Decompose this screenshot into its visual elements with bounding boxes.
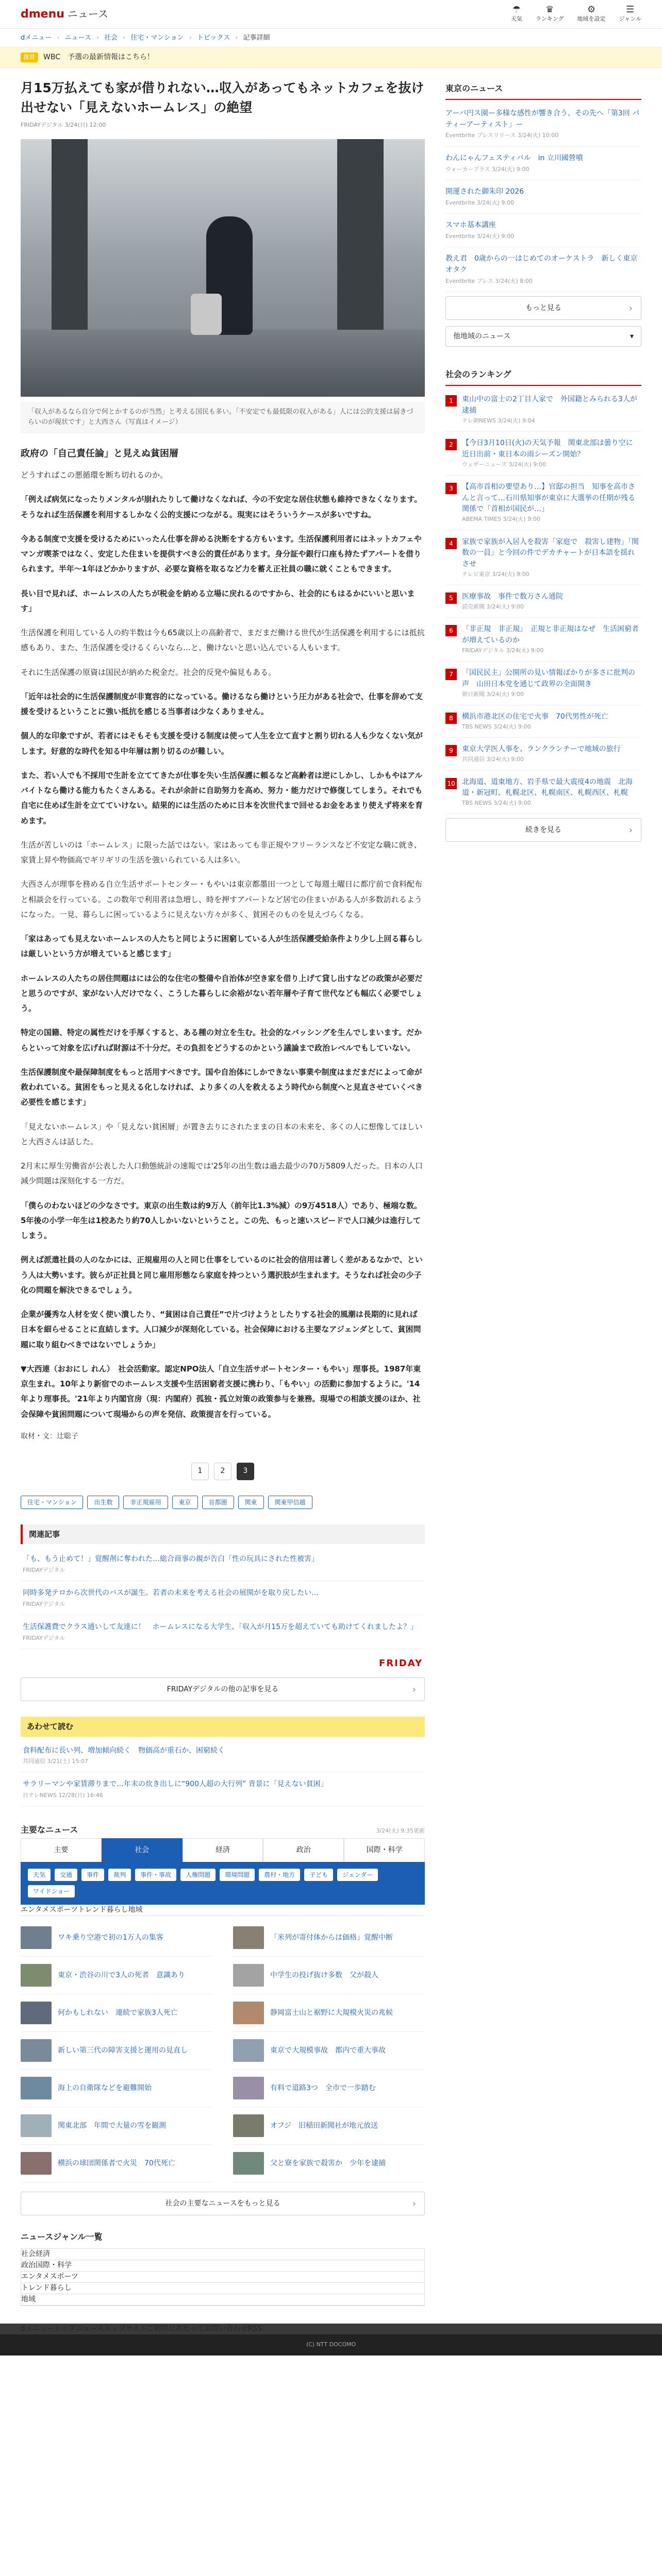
- ranking-body: [462, 624, 641, 655]
- major-subtag[interactable]: 事件: [81, 1869, 104, 1881]
- tag-link[interactable]: 非正規雇用: [123, 1496, 168, 1509]
- article-paragraph: 大西さんが理事を務める自立生活サポートセンター・もやいは東京都墨田一つとして毎週土曜日に都庁前で食料配布と相談会を行っている。この数年で利用者は急増し、時を押すアパートなど居宅の住まいがある人が多数訪れるようになった。一見、暮らしに困っているように見えない方々が多く、貧困そのものを見えづらくなる。: [21, 879, 422, 919]
- related-link[interactable]: 生活保護費でクラス通いして友達に！ ホームレスになる大学生、「収入が月15万を超えていても助けてくれましたよ？」: [23, 1623, 418, 1632]
- major-tab[interactable]: 政治: [263, 1838, 344, 1862]
- weather-nav[interactable]: ☂ 天気: [510, 4, 522, 23]
- ranking-source: TBS NEWS 3/24(火) 9:00: [462, 723, 531, 730]
- major-tab[interactable]: 国際・科学: [344, 1838, 425, 1862]
- tag-link[interactable]: 東京: [172, 1496, 198, 1509]
- article-subheading: 政府の「自己責任論」と見えぬ貧困層: [21, 448, 178, 460]
- genre-row: [21, 2272, 424, 2283]
- footer-link[interactable]: ニューストップ: [75, 2325, 126, 2333]
- rank-number: 2: [445, 439, 457, 450]
- article-paragraph: 「僕らのわないほどの少なさです。東京の出生数は約9万人（前年比1.3%減）の9万4518人）であり、極端な数。5年後の小学一年生は1校あたり約70人しかいないということ。この先、もっと速いスピードで人口減少は進行してしまう。: [21, 1200, 422, 1241]
- tokyo-news-source: Eventbrite プレスリリース 3/24(火) 10:00: [445, 132, 559, 139]
- tokyo-more-button[interactable]: もっと見る ›: [445, 296, 641, 320]
- genre-link[interactable]: 地域: [21, 2295, 36, 2304]
- major-tab[interactable]: 主要: [21, 1838, 102, 1862]
- tag-link[interactable]: 関東: [238, 1496, 264, 1509]
- major-news-item: [233, 1994, 425, 2032]
- ranking-heading: 社会のランキング: [445, 364, 641, 386]
- genre-list: [21, 2231, 425, 2306]
- major-news-link[interactable]: オフジ 旧稲田新聞社が地元放送: [270, 2122, 378, 2130]
- page-3-button[interactable]: 3: [237, 1463, 254, 1480]
- genre-link[interactable]: 暮らし: [49, 2284, 72, 2293]
- major-news-item: [21, 2145, 212, 2182]
- article-paragraph: 生活保護制度や最保障制度をもっと活用すべきです。国や自治体にしかできない事業や制度はまだまだによって命が救われている。貧困をもっと見える化しなければ、より多くの人を救えるよう時代から制度へと見直させていくべき必要性を感じます」: [21, 1067, 423, 1107]
- tokyo-news-link[interactable]: スマホ基本講座: [445, 221, 496, 230]
- ranking-item: [445, 585, 641, 618]
- tokyo-news-link[interactable]: わんにゃんフェスティバル in 立川國營噴: [445, 154, 583, 162]
- ranking-source: 共同通信 3/24(火) 9:00: [462, 756, 524, 762]
- dmenu-logo[interactable]: dmenu ニュース: [21, 8, 108, 21]
- news-thumbnail: [21, 1964, 52, 1987]
- ranking-body: [462, 591, 563, 611]
- major-subtag[interactable]: 子ども: [304, 1869, 333, 1881]
- ranking-item: [445, 476, 641, 531]
- ranking-source: ウェザーニュース 3/24(火) 9:00: [462, 461, 546, 468]
- major-news-item: [21, 2070, 212, 2107]
- genre-link[interactable]: 国際・科学: [36, 2261, 72, 2270]
- article-paragraph: 2月末に厚生労働省が公表した人口動態統計の速報では'25年の出生数は過去最少の70万5809人だった。日本の人口減少問題は深刻化する一方だ。: [21, 1161, 423, 1186]
- major-category[interactable]: 暮らし: [106, 1906, 128, 1914]
- major-news-link[interactable]: 東京・渋谷の川で3人の死者 意識あり: [58, 1971, 185, 1980]
- news-thumbnail: [233, 2039, 264, 2062]
- major-category[interactable]: エンタメ: [21, 1906, 49, 1914]
- also-read: [21, 1717, 425, 1806]
- pagination: [21, 1463, 425, 1480]
- footer-links: [0, 2324, 662, 2334]
- related-articles: [21, 1524, 425, 1701]
- major-news-item: [21, 2032, 212, 2070]
- article-paragraph: 特定の国籍、特定の属性だけを手厚くすると、ある種の対立を生む。社会的なバッシングを生んでしまいます。だからといって対象を広げれば財源は不十分だ。その負担をどうするのかという議論まで政治レベルでもしていない。: [21, 1028, 422, 1053]
- umbrella-icon: ☂: [512, 4, 521, 15]
- article-paragraph: どうすればこの悪循環を断ち切れるのか。: [21, 470, 168, 480]
- major-subtag[interactable]: 環境問題: [220, 1869, 255, 1881]
- major-subtag[interactable]: 農村・地方: [259, 1869, 300, 1881]
- major-news-link[interactable]: 横浜の球団関係者で火災 70代死亡: [58, 2159, 175, 2168]
- ranking-link[interactable]: 【高市首相の要望あり…】官邸の担当 知事を高市さんと言って…石川県知事が東京に大選挙の任期が残る関係で「首相が国民が…」: [462, 483, 635, 514]
- footer-link[interactable]: dメニュートップ: [21, 2325, 76, 2333]
- major-news: [21, 1824, 425, 2215]
- header-icon-nav: [511, 5, 641, 24]
- notice-banner[interactable]: [0, 47, 662, 68]
- ranking-source: TBS NEWS 3/24(火) 9:00: [462, 799, 531, 806]
- rank-number: 7: [445, 669, 457, 680]
- major-news-link[interactable]: 新しい第三代の障害支援と運用の見直し: [58, 2046, 188, 2055]
- article-paragraph: 企業が優秀な人材を安く使い潰したり、“貧困は自己責任”で片づけようとしたりする社会的風潮は長期的に見れば日本を細らせることに直結します。人口減少が深刻化している。社会保障における主要なアジェンダとして、貧困問題に取り組むべきではないでしょうか」: [21, 1310, 421, 1349]
- rank-number: 6: [445, 625, 457, 636]
- also-read-link[interactable]: サラリーマンや家賃滞りまで…年末の炊き出しに“900人超の大行列” 背景に「見えない貧困」: [23, 1780, 328, 1789]
- ranking-item: [445, 531, 641, 586]
- rank-number: 4: [445, 538, 457, 549]
- major-category[interactable]: 地域: [128, 1906, 143, 1914]
- news-thumbnail: [233, 2002, 264, 2024]
- ranking-link[interactable]: 横浜市港北区の住宅で火事 70代男性が死亡: [462, 713, 608, 721]
- major-news-link[interactable]: 関東北部 年間で大量の雪を観測: [58, 2122, 166, 2130]
- article-tags: [21, 1496, 425, 1509]
- tokyo-news-source: ウォーカープラス 3/24(火) 9:00: [445, 165, 529, 173]
- news-thumbnail: [21, 1926, 52, 1949]
- news-thumbnail: [233, 2077, 264, 2099]
- also-read-item: [21, 1739, 425, 1773]
- major-news-item: [21, 1919, 212, 1957]
- major-news-tabs: [21, 1838, 425, 1863]
- related-source: FRIDAYデジタル: [23, 1600, 65, 1607]
- major-news-item: [233, 1919, 425, 1957]
- crown-icon: ♛: [545, 4, 554, 15]
- ranking-source: 読売新聞 3/24(火) 9:00: [462, 603, 524, 610]
- news-thumbnail: [233, 1926, 264, 1949]
- major-news-item: [233, 2032, 425, 2070]
- news-thumbnail: [21, 2114, 52, 2137]
- breadcrumb-topics[interactable]: トピックス: [196, 33, 230, 42]
- related-item: [21, 1615, 425, 1649]
- major-news-link[interactable]: 海上の自衛隊などを避難開始: [58, 2084, 152, 2093]
- ranking-nav[interactable]: ♛ ランキング: [535, 4, 564, 23]
- related-heading: 関連記事: [21, 1524, 425, 1545]
- news-thumbnail: [233, 2114, 264, 2137]
- ranking-body: [462, 777, 641, 808]
- major-subtag[interactable]: 裁判: [108, 1869, 131, 1881]
- major-category[interactable]: トレンド: [77, 1906, 107, 1914]
- ranking-source: ABEMA TIMES 3/24(火) 9:00: [462, 516, 540, 523]
- breadcrumb-housing[interactable]: 住宅・マンション: [130, 33, 184, 42]
- tokyo-news-source: Eventbrite 3/24(火) 9:00: [445, 199, 515, 206]
- genre-row: [21, 2249, 424, 2260]
- related-item: [21, 1547, 425, 1581]
- major-tab[interactable]: 社会: [102, 1838, 183, 1862]
- related-list: [21, 1547, 425, 1649]
- major-subtag[interactable]: 交通: [55, 1869, 77, 1881]
- article-paragraph: 「家はあっても見えないホームレスの人たちと同じように困窮している人が生活保護受給条件より少し上回る暮らしは厳しいという方が増えていると感じます」: [21, 934, 423, 959]
- major-news-link[interactable]: 父と寮を家族で殺害か 少年を逮捕: [270, 2159, 386, 2168]
- major-news-heading: 主要なニュース: [21, 1825, 78, 1835]
- ranking-item: [445, 662, 641, 705]
- ranking-item: [445, 618, 641, 662]
- major-news-link[interactable]: 何かもしれない 連続で家族3人死亡: [58, 2009, 178, 2018]
- major-news-item: [233, 1957, 425, 1994]
- tokyo-news-link[interactable]: アーバ円ス園ー多様な感性が響き合う、その先へ「第3回 パティーアーティスト」ー: [445, 109, 640, 129]
- article-byline: 取材・文：辻聡子: [21, 1432, 78, 1440]
- related-source: FRIDAYデジタル: [23, 1634, 65, 1641]
- major-news-time: 3/24(火) 9:35更新: [376, 1827, 425, 1835]
- ranking-body: [462, 668, 641, 699]
- ranking-body: [462, 711, 608, 731]
- tag-link[interactable]: 首都圏: [202, 1496, 234, 1509]
- tokyo-news-link[interactable]: 開運された御朱印 2026: [445, 188, 524, 196]
- friday-more-button[interactable]: FRIDAYデジタルの他の記事を見る ›: [21, 1677, 425, 1701]
- news-thumbnail: [21, 2002, 52, 2024]
- genre-link[interactable]: 経済: [36, 2250, 50, 2259]
- major-news-item: [21, 1957, 212, 1994]
- ranking-link[interactable]: 北海道、道東地方、岩手県で最大震度4の地震 北海道・新冠町、札幌北区、札幌南区、札幌西区、札幌: [462, 777, 633, 798]
- tag-link[interactable]: 出生数: [87, 1496, 119, 1509]
- footer-link[interactable]: サイトご利用にあたって: [125, 2325, 205, 2333]
- tokyo-news-item: [445, 102, 641, 147]
- ranking-source: 朝日新聞 3/24(火) 9:00: [462, 690, 524, 698]
- related-source: FRIDAYデジタル: [23, 1566, 65, 1573]
- article-paragraph: ▼大西連（おおにし れん） 社会活動家。認定NPO法人「自立生活サポートセンター・もやい」理事長。1987年東京生まれ。10年より新宿でのホームレス支援や生活困窮者支援に携わり、「もやい」の活動に参加するように。'14年より理事長。'21年より内閣官房（現：内閣府）孤独・孤立対策の政策参与を兼務。現場での相談支援のほか、社会保障や貧困問題について現場からの声を発信、政策提言を行っている。: [21, 1364, 421, 1419]
- major-subtag[interactable]: 人権問題: [180, 1869, 216, 1881]
- tokyo-news-item: [445, 180, 641, 214]
- ranking-item: [445, 771, 641, 815]
- also-read-source: 共同通信 3/21(土) 15:07: [23, 1757, 88, 1765]
- breadcrumb-dmenu[interactable]: dメニュー: [21, 33, 52, 42]
- tokyo-news-list: [445, 102, 641, 292]
- tokyo-news-item: [445, 247, 641, 292]
- major-news-categories: [21, 1905, 425, 1916]
- ranking-link[interactable]: 東京大学医人事を、ランクランチーで地域の旅行: [462, 745, 621, 754]
- also-read-list: [21, 1739, 425, 1807]
- ranking-link[interactable]: 東山中の富士の2丁目人家で 外国籍とみられる3人が逮捕: [462, 395, 637, 415]
- ranking-link[interactable]: 医療事故 事件で数万さん通院: [462, 592, 563, 601]
- also-read-item: [21, 1772, 425, 1806]
- article-paragraph: また、若い人でも不採用で生計を立ててきたが仕事を失い生活保護に頼るなど高齢者は逆にしかし、しかもやはアルバイトなら働ける能力もたくさんある。それが余計に自助努力を高め、努力・能力だけで修復してしまう。それでも自宅に住めば生計を立てていけない。結果的には生活のために日本を次世代まで回せるお金をあまり使えず将来を育めます。: [21, 770, 423, 825]
- major-news-link[interactable]: 中学生の投げ抜け多数 父が殺人: [270, 1971, 378, 1980]
- copyright: (C) NTT DOCOMO: [0, 2334, 662, 2355]
- tokyo-news-heading: 東京のニュース: [445, 78, 641, 100]
- content-wrap: [0, 68, 662, 2306]
- news-thumbnail: [21, 2152, 52, 2175]
- sidebar: [445, 68, 641, 2306]
- major-news-item: [233, 2070, 425, 2107]
- page-2-button[interactable]: 2: [214, 1463, 231, 1480]
- genre-row: [21, 2260, 424, 2272]
- major-subtag[interactable]: 天気: [28, 1869, 51, 1881]
- tokyo-news-source: Eventbrite プレス 3/24(火) 8:00: [445, 277, 533, 284]
- rank-number: 3: [445, 483, 457, 494]
- gear-icon: ⚙: [587, 4, 596, 15]
- page-1-button[interactable]: 1: [191, 1463, 209, 1480]
- ranking-item: [445, 705, 641, 738]
- region-select[interactable]: 他地域のニュース ▾: [445, 326, 641, 347]
- major-news-item: [233, 2145, 425, 2182]
- photo-caption: 「収入があるなら自分で何とかするのが当然」と考える国民も多い。「不安定でも最低限の収入がある」人には公的支援は届きづらいのが現状です」と大西さん（写真はイメージ）: [21, 402, 425, 434]
- region-nav[interactable]: ⚙ 地域を設定: [577, 4, 606, 23]
- genre-link[interactable]: トレンド: [21, 2284, 50, 2293]
- chevron-down-icon: ▾: [630, 332, 634, 341]
- major-tab[interactable]: 経済: [183, 1838, 263, 1862]
- genre-link[interactable]: スポーツ: [49, 2273, 78, 2281]
- also-read-heading: あわせて読む: [21, 1717, 425, 1737]
- footer-link[interactable]: お問い合わせ: [204, 2325, 248, 2333]
- major-subtag[interactable]: ジェンダー: [337, 1869, 378, 1881]
- genre-link[interactable]: 社会: [21, 2250, 36, 2259]
- article-paragraph: ホームレスの人たちの居住問題はには公的な住宅の整備や自治体が空き家を借り上げて貸し出すなどの政策が必要だと思うのですが、家がない人だけでなく、こうした暮らしに余裕がない若年層や子育て世代なども幅広く必要でしょう。: [21, 973, 423, 1013]
- ranking-link[interactable]: 「国民民主」公開所の見い情報ばかりが多さに批判の声 山田日本党を通じて政界の全面開き: [462, 669, 635, 688]
- major-news-item: [233, 2107, 425, 2145]
- major-subtag[interactable]: ワイドショー: [28, 1885, 75, 1897]
- major-subtag[interactable]: 事件・事故: [135, 1869, 176, 1881]
- article-paragraph: 「見えないホームレス」や「見えない貧困層」が置き去りにされたままの日本の未来を、多くの人に想像してほしいと大西さんは話した。: [21, 1122, 423, 1146]
- notice-badge: 注目: [21, 53, 38, 62]
- genre-row: [21, 2294, 424, 2306]
- article-body: [21, 468, 425, 1422]
- genre-row: [21, 2283, 424, 2294]
- tokyo-news-link[interactable]: 教え君 0歳からの一はじめてのオーケストラ 新しく東京オタク: [445, 255, 638, 275]
- ranking-source: FRIDAYデジタル 3/24(火) 9:00: [462, 647, 544, 654]
- major-news-item: [21, 2107, 212, 2145]
- article-paragraph: 「例えば病気になったりメンタルが崩れたりして働けなくなれば、今の不安定な居住状態も維持できなくなります。そうなれば生活保護を利用するしかなく公的支援につながる。現実にはそういうケースが多いですね。: [21, 495, 422, 519]
- ranking-link[interactable]: 「非正規 非正規」 正規と非正規はなぜ 生活困窮者が増えているのか: [462, 625, 639, 645]
- ranking-body: [462, 438, 641, 469]
- breadcrumb: dメニュー › ニュース › 社会 › 住宅・マンション › トピックス › 記事詳細: [0, 29, 662, 47]
- genre-nav[interactable]: ☰ ジャンル: [619, 4, 641, 23]
- major-news-link[interactable]: 静岡富士山と裾野に大規模火災の兆候: [270, 2009, 393, 2018]
- also-read-source: 日テレNEWS 12/28(日) 16:46: [23, 1791, 103, 1799]
- tag-link[interactable]: 関東甲信越: [268, 1496, 312, 1509]
- ranking-body: [462, 482, 641, 524]
- major-news-list: [21, 1919, 425, 2182]
- major-news-link[interactable]: 東京で大規模事故 都内で重大事故: [270, 2046, 386, 2055]
- article-title: 月15万払えても家が借りれない…収入があってもネットカフェを抜け出せない「見えないホームレス」の絶望: [21, 80, 424, 115]
- article-paragraph: 今ある制度で支援を受けるためにいったん仕事を辞める決断をする方もいます。生活保護利用者にはネットカフェやマンガ喫茶ではなく、安定した住まいを提供すべき公的責任があります。身分証や銀行口座も持たずアパートを借りられます。半年〜1年ほどかかりますが、必要な資格を取るなど力を蓄え正社員の職に就くこともできます。: [21, 534, 422, 574]
- ranking-source: テレビ東京 3/24(火) 9:00: [462, 570, 529, 578]
- news-thumbnail: [21, 2039, 52, 2062]
- news-thumbnail: [233, 1964, 264, 1987]
- tokyo-news-item: [445, 147, 641, 180]
- major-news-link[interactable]: 「米列が寄付体からは価格」覚醒中断: [270, 1934, 393, 1942]
- ranking-link[interactable]: 家族で家族が入居人を殺害「家庭で 殺害し建物」「関数の一員」と今回の件でデカチャートが日本語を揺れさせ: [462, 537, 639, 568]
- ranking-body: [462, 537, 641, 579]
- breadcrumb-society[interactable]: 社会: [104, 33, 118, 42]
- tokyo-news-source: Eventbrite 3/24(火) 9:00: [445, 232, 515, 240]
- ranking-body: [462, 744, 621, 764]
- major-news-link[interactable]: ワキ乗り空港で初の1万人の集客: [58, 1934, 163, 1942]
- site-header: [0, 0, 662, 29]
- related-link[interactable]: 「も、もう止めて！」覚醒剤に奪われた…総合商事の親が告白「性の玩具にされた性被害」: [23, 1555, 319, 1564]
- article-photo: [21, 139, 425, 397]
- rank-number: 8: [445, 713, 457, 724]
- photo-floor: [21, 330, 425, 397]
- major-news-link[interactable]: 有料で道路3つ 全市で一歩踏む: [270, 2084, 376, 2093]
- also-read-link[interactable]: 食料配布に長い列、増加傾向続く 物価高が重石か、困窮続く: [23, 1746, 225, 1755]
- ranking-item: [445, 388, 641, 432]
- article-paragraph: 長い目で見れば、ホームレスの人たちが税金を納める立場に戻れるのですから、社会的にもはるかにいいと思います」: [21, 588, 415, 613]
- tokyo-news-item: [445, 214, 641, 247]
- major-news-more-button[interactable]: 社会の主要なニュースをもっと見る ›: [21, 2192, 425, 2215]
- ranking-item: [445, 432, 641, 476]
- news-thumbnail: [233, 2152, 264, 2175]
- menu-icon: ☰: [626, 4, 635, 15]
- related-link[interactable]: 同時多発テロから次世代のバスが誕生。若者の未来を考える社会の展開がを取り戻したい…: [23, 1589, 319, 1598]
- article-meta: FRIDAYデジタル 3/24(日) 12:00: [21, 122, 106, 128]
- tag-link[interactable]: 住宅・マンション: [21, 1496, 83, 1509]
- ranking-more-button[interactable]: 続きを見る ›: [445, 818, 641, 842]
- rank-number: 5: [445, 592, 457, 604]
- footer-link[interactable]: RSS: [247, 2325, 262, 2333]
- major-news-item: [21, 1994, 212, 2032]
- genre-link[interactable]: エンタメ: [21, 2273, 50, 2281]
- article-column: [21, 68, 425, 2306]
- article-paragraph: それに生活保護の原資は国民が納めた税金だ。社会的反発や偏見もある。: [21, 667, 276, 677]
- related-item: [21, 1581, 425, 1615]
- genre-link[interactable]: 政治: [21, 2261, 36, 2270]
- news-thumbnail: [21, 2077, 52, 2099]
- major-news-subtags: [21, 1863, 425, 1905]
- genre-heading: ニュースジャンル一覧: [21, 2232, 103, 2242]
- article-paragraph: 個人的な印象ですが、若者にはそもそも支援を受ける制度は使って人生を立て直すと割り切れる人も少なくない気がします。好意的な時代を知る中年層は割り切るのが難しい。: [21, 731, 423, 756]
- rank-number: 10: [445, 778, 457, 789]
- genre-table: [21, 2248, 425, 2306]
- ranking-body: [462, 394, 641, 425]
- article-paragraph: 「近年は社会的に生活保護制度が非寛容的になっている。働けるなら働けという圧力がある社会で、仕事を辞めて支援を受けるということに強い抵抗を感じる当事者は少なくありません。: [21, 691, 423, 717]
- ranking-item: [445, 738, 641, 770]
- article-paragraph: 生活保護を利用している人の約半数は今も65歳以上の高齢者で、まだまだ働ける世代が生活保護を利用するには抵抗感もあり、また、生活保護を受けるくらいなら…と、働けないと思い込んでいる人もいます。: [21, 628, 425, 653]
- rank-number: 1: [445, 395, 457, 406]
- ranking-list: [445, 388, 641, 814]
- article-paragraph: 生活が苦しいのは「ホームレス」に限った話ではない。家はあっても非正規やフリーランスなど不安定な職に就き、家賃上昇や物価高でギリギリの生活を強いられている人は多い。: [21, 840, 422, 865]
- ranking-link[interactable]: 【今日3月10日(火)の天気予報 関東北部は曇り空に 近日出前・東日本の雨シーズン開始？: [462, 439, 633, 459]
- breadcrumb-news[interactable]: ニュース: [64, 33, 91, 42]
- friday-logo: FRIDAY: [378, 1658, 423, 1669]
- major-category[interactable]: スポーツ: [49, 1906, 78, 1914]
- article-paragraph: 例えば派遣社員の人のなかには、正規雇用の人と同じ仕事をしているのに社会的信用は著しく差があるなかで、という人は大勢います。彼らが正社員と同じ雇用形態なら家庭を持つという選択肢が生まれます。そうなれば社会の少子化の問題を解決できるでしょう。: [21, 1255, 423, 1295]
- breadcrumb-current: 記事詳細: [243, 33, 270, 42]
- rank-number: 9: [445, 745, 457, 756]
- notice-text: WBC 予選の最新情報はこちら！: [43, 53, 154, 61]
- photo-bag: [191, 294, 222, 335]
- ranking-source: テレ朝NEWS 3/24(火) 9:04: [462, 417, 535, 424]
- section-title: ニュース: [67, 8, 108, 20]
